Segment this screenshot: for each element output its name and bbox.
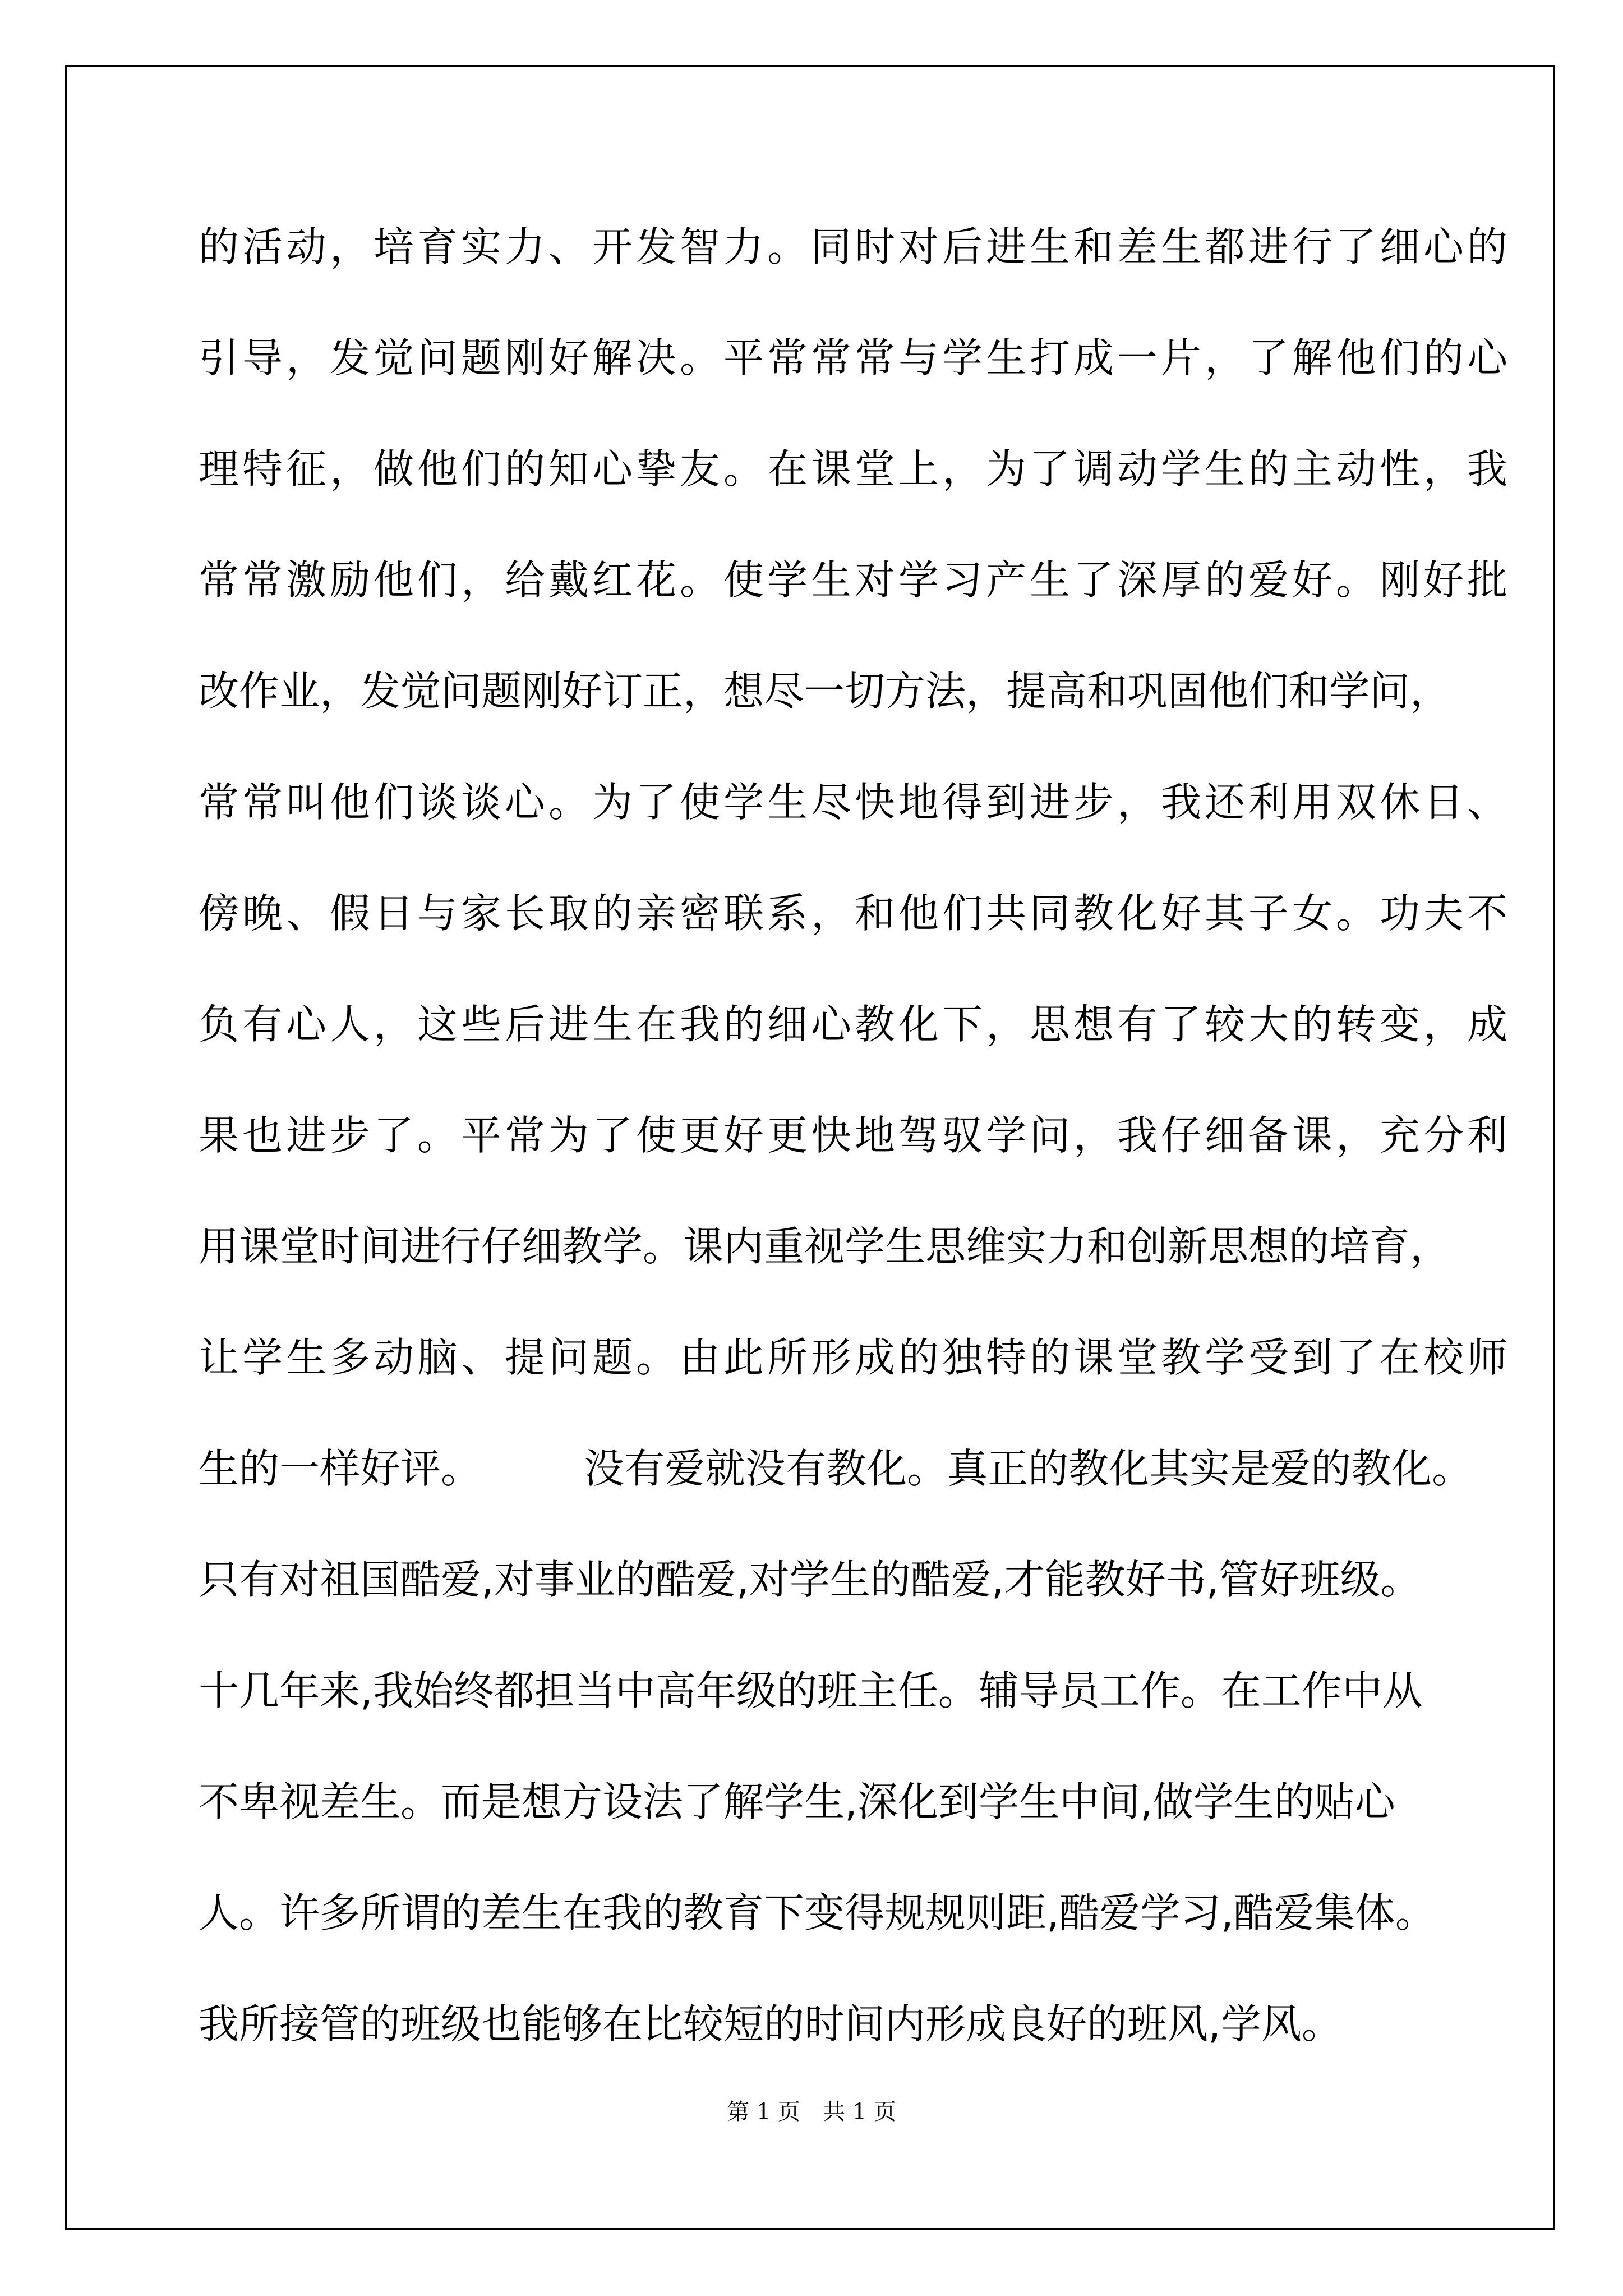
paragraph-line: 我所接管的班级也能够在比较短的时间内形成良好的班风,学风。 — [199, 2000, 1342, 2047]
paragraph-line: 常常激励他们，给戴红花。使学生对学习产生了深厚的爱好。刚好批 — [199, 556, 1511, 604]
paragraph-line: 傍晚、假日与家长取的亲密联系，和他们共同教化好其子女。功夫不 — [199, 890, 1511, 937]
paragraph-line: 常常叫他们谈谈心。为了使学生尽快地得到进步，我还利用双休日、 — [199, 779, 1511, 826]
paragraph-line: 果也进步了。平常为了使更好更快地驾驭学问，我仔细备课，充分利 — [199, 1112, 1511, 1159]
page-number-footer: 第 1 页 共 1 页 — [727, 2099, 896, 2125]
paragraph-line: 生的一样好评。 没有爱就没有教化。真正的教化其实是爱的教化。 — [199, 1445, 1473, 1492]
paragraph-line: 让学生多动脑、提问题。由此所形成的独特的课堂教学受到了在校师 — [199, 1334, 1511, 1381]
paragraph-line: 的活动，培育实力、开发智力。同时对后进生和差生都进行了细心的 — [199, 223, 1511, 270]
paragraph-line: 改作业，发觉问题刚好订正，想尽一切方法，提高和巩固他们和学问， — [199, 668, 1451, 715]
paragraph-line: 理特征，做他们的知心挚友。在课堂上，为了调动学生的主动性，我 — [199, 445, 1511, 493]
paragraph-line: 负有心人，这些后进生在我的细心教化下，思想有了较大的转变，成 — [199, 1001, 1511, 1048]
paragraph-line: 人。许多所谓的差生在我的教育下变得规规则距,酷爱学习,酷爱集体。 — [199, 1889, 1436, 1936]
paragraph-line: 只有对祖国酷爱,对事业的酷爱,对学生的酷爱,才能教好书,管好班级。 — [199, 1556, 1421, 1603]
paragraph-line: 十几年来,我始终都担当中高年级的班主任。辅导员工作。在工作中从 — [199, 1667, 1423, 1714]
paragraph-line: 用课堂时间进行仔细教学。课内重视学生思维实力和创新思想的培育， — [199, 1223, 1451, 1270]
paragraph-line: 不卑视差生。而是想方设法了解学生,深化到学生中间,做学生的贴心 — [199, 1778, 1395, 1825]
paragraph-line: 引导，发觉问题刚好解决。平常常常与学生打成一片，了解他们的心 — [199, 334, 1511, 381]
